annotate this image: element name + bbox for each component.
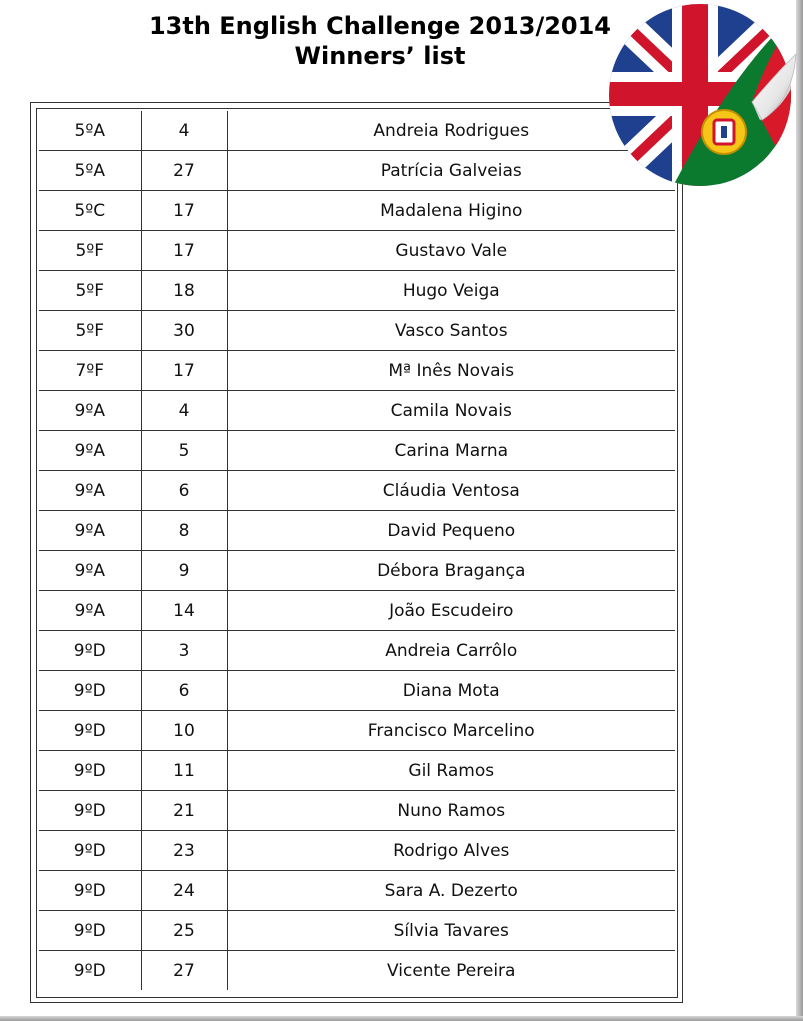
name-cell: Madalena Higino <box>227 191 675 231</box>
class-cell: 9ºD <box>39 751 141 791</box>
name-cell: Vasco Santos <box>227 311 675 351</box>
class-cell: 9ºD <box>39 791 141 831</box>
table-row <box>39 431 675 471</box>
number-cell: 11 <box>141 751 227 791</box>
class-cell: 7ºF <box>39 351 141 391</box>
class-cell: 9ºD <box>39 951 141 991</box>
number-cell: 30 <box>141 311 227 351</box>
name-cell: João Escudeiro <box>227 591 675 631</box>
name-cell: Sílvia Tavares <box>227 911 675 951</box>
name-cell: David Pequeno <box>227 511 675 551</box>
table-row <box>39 871 675 911</box>
table-row <box>39 551 675 591</box>
page-subtitle: Winners’ list <box>294 42 466 70</box>
class-cell: 9ºD <box>39 911 141 951</box>
number-cell: 10 <box>141 711 227 751</box>
name-cell: Gustavo Vale <box>227 231 675 271</box>
class-cell: 9ºA <box>39 511 141 551</box>
class-cell: 9ºD <box>39 871 141 911</box>
class-cell: 9ºA <box>39 551 141 591</box>
table-row <box>39 751 675 791</box>
name-cell: Francisco Marcelino <box>227 711 675 751</box>
number-cell: 27 <box>141 951 227 991</box>
number-cell: 6 <box>141 471 227 511</box>
winners-table <box>39 111 675 990</box>
number-cell: 4 <box>141 391 227 431</box>
class-cell: 5ºF <box>39 271 141 311</box>
name-cell: Carina Marna <box>227 431 675 471</box>
table-row <box>39 471 675 511</box>
table-row <box>39 111 675 151</box>
name-cell: Andreia Carrôlo <box>227 631 675 671</box>
number-cell: 24 <box>141 871 227 911</box>
name-cell: Rodrigo Alves <box>227 831 675 871</box>
number-cell: 4 <box>141 111 227 151</box>
name-cell: Camila Novais <box>227 391 675 431</box>
class-cell: 9ºA <box>39 471 141 511</box>
page-title: 13th English Challenge 2013/2014 <box>148 12 612 40</box>
uk-portugal-flag-sticker-icon <box>602 2 798 188</box>
table-row <box>39 591 675 631</box>
number-cell: 18 <box>141 271 227 311</box>
number-cell: 3 <box>141 631 227 671</box>
name-cell: Gil Ramos <box>227 751 675 791</box>
table-row <box>39 231 675 271</box>
table-row <box>39 711 675 751</box>
class-cell: 5ºF <box>39 231 141 271</box>
number-cell: 27 <box>141 151 227 191</box>
table-row <box>39 631 675 671</box>
table-row <box>39 671 675 711</box>
class-cell: 9ºA <box>39 591 141 631</box>
table-row <box>39 911 675 951</box>
winners-table-body <box>39 111 675 990</box>
table-row <box>39 191 675 231</box>
class-cell: 9ºD <box>39 671 141 711</box>
table-row <box>39 831 675 871</box>
number-cell: 23 <box>141 831 227 871</box>
class-cell: 5ºA <box>39 151 141 191</box>
class-cell: 9ºD <box>39 711 141 751</box>
table-row <box>39 271 675 311</box>
number-cell: 17 <box>141 231 227 271</box>
name-cell: Cláudia Ventosa <box>227 471 675 511</box>
class-cell: 5ºA <box>39 111 141 151</box>
number-cell: 14 <box>141 591 227 631</box>
name-cell: Débora Bragança <box>227 551 675 591</box>
name-cell: Mª Inês Novais <box>227 351 675 391</box>
table-row <box>39 391 675 431</box>
class-cell: 5ºC <box>39 191 141 231</box>
page-shadow-bottom <box>0 1016 803 1021</box>
name-cell: Diana Mota <box>227 671 675 711</box>
name-cell: Patrícia Galveias <box>227 151 675 191</box>
class-cell: 9ºA <box>39 431 141 471</box>
table-row <box>39 351 675 391</box>
name-cell: Sara A. Dezerto <box>227 871 675 911</box>
name-cell: Vicente Pereira <box>227 951 675 991</box>
name-cell: Andreia Rodrigues <box>227 111 675 151</box>
number-cell: 17 <box>141 351 227 391</box>
class-cell: 5ºF <box>39 311 141 351</box>
number-cell: 6 <box>141 671 227 711</box>
name-cell: Nuno Ramos <box>227 791 675 831</box>
number-cell: 21 <box>141 791 227 831</box>
table-row <box>39 311 675 351</box>
table-row <box>39 511 675 551</box>
number-cell: 9 <box>141 551 227 591</box>
number-cell: 8 <box>141 511 227 551</box>
name-cell: Hugo Veiga <box>227 271 675 311</box>
class-cell: 9ºD <box>39 831 141 871</box>
class-cell: 9ºD <box>39 631 141 671</box>
number-cell: 17 <box>141 191 227 231</box>
table-row <box>39 151 675 191</box>
number-cell: 25 <box>141 911 227 951</box>
number-cell: 5 <box>141 431 227 471</box>
table-row <box>39 951 675 991</box>
table-row <box>39 791 675 831</box>
class-cell: 9ºA <box>39 391 141 431</box>
